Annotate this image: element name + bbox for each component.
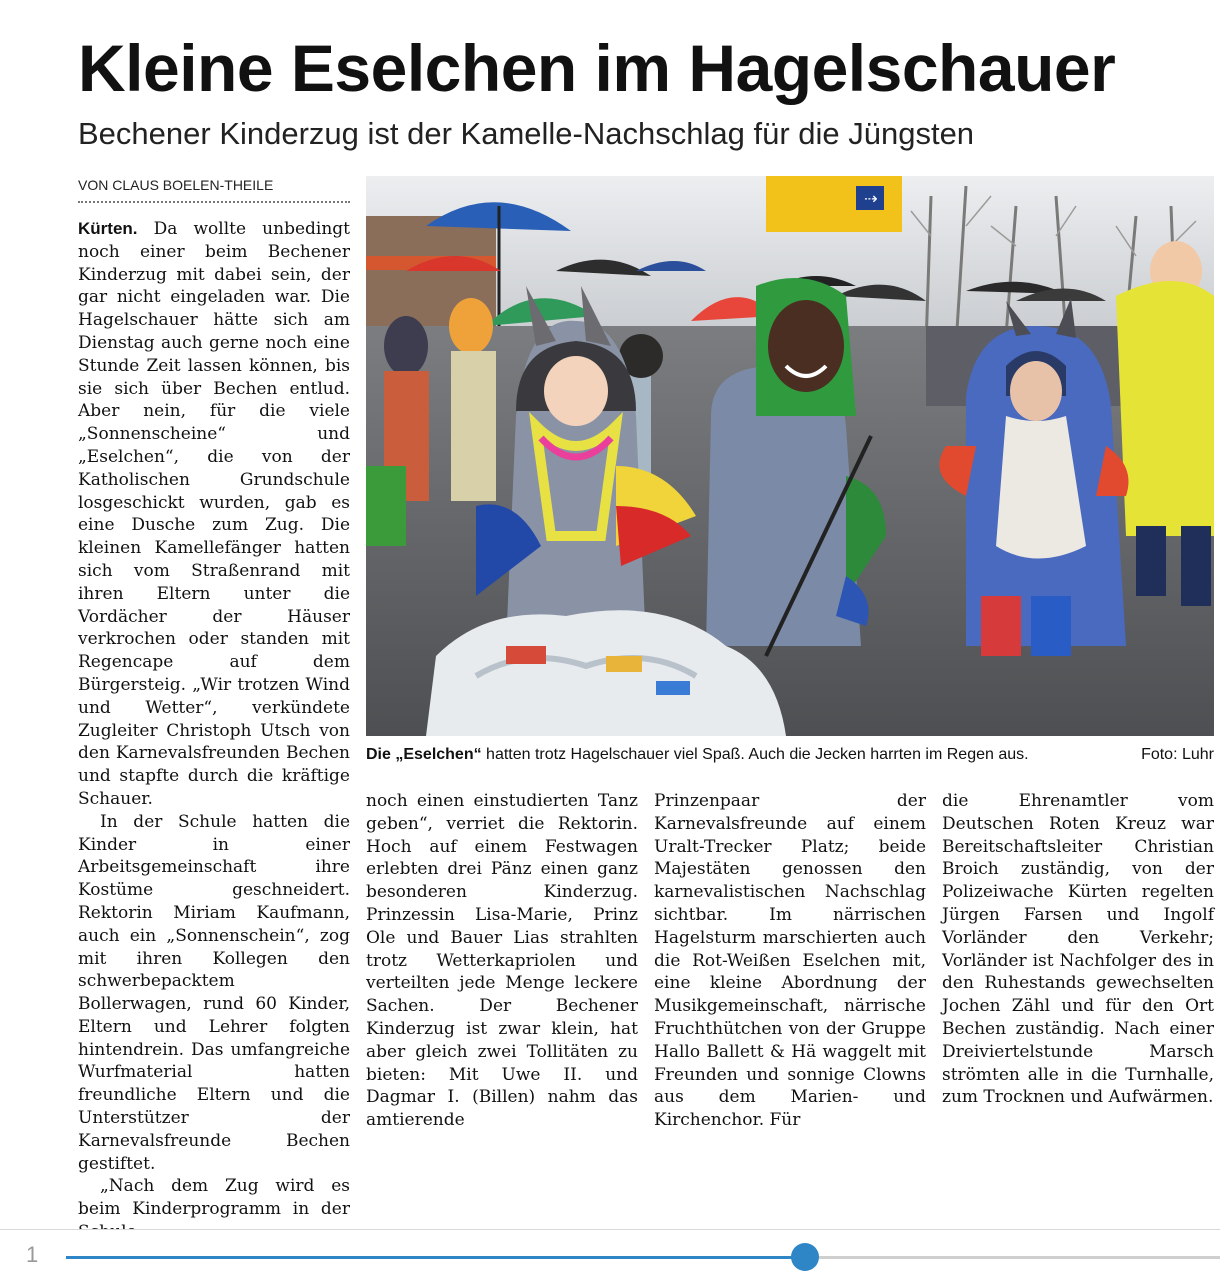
caption-bold: Die „Eselchen“: [366, 746, 482, 763]
headline: Kleine Eselchen im Hagelschauer: [78, 31, 1116, 105]
carnival-photo-illustration: [366, 176, 1214, 736]
paragraph: [78, 218, 350, 811]
photo-credit: Foto: Luhr: [1141, 746, 1214, 763]
paragraph: „Nach dem Zug wird es beim Kinderprogramm in der: [78, 1176, 350, 1220]
paragraph: In der Schule hatten die Kinder in einer Arbeitsgemeinschaft ihre Kostüme geschneidert. Rektorin Miriam Kaufmann, auch ein „Sonnenschein“, zog mit ihren Kollegen den schwerbepacktem Bollerwagen, rund 60 Kinder, Eltern und Lehrer folgten hintendrein. Das umfangreiche Wurfmaterial hatten freundliche Eltern und die Unterstützer der Karnevalsfreunde Bechen gestiftet.: [78, 811, 350, 1174]
page-slider-track[interactable]: [66, 1256, 1220, 1259]
page-navigation-bar: [0, 1229, 1220, 1281]
article-column-1: [78, 218, 350, 1244]
page-slider-handle[interactable]: [791, 1243, 819, 1271]
caption-body: hatten trotz Hagelschauer viel Spaß. Auch die Jecken harrten im Regen aus.: [481, 746, 1029, 763]
article-column-3: [654, 790, 926, 1132]
dateline: Kürten.: [78, 219, 138, 238]
article-photo: [366, 176, 1214, 736]
photo-caption: [366, 744, 1214, 766]
subheadline: Bechener Kinderzug ist der Kamelle-Nachschlag für die Jüngsten: [78, 116, 975, 151]
paragraph-text: Da wollte unbedingt noch einer beim Bechener Kinderzug mit dabei sein, der gar nicht eingeladen war. Die Hagelschauer hätte sich am Dienstag auch gerne noch eine Stunde Zeit lassen können, bis sie sich über Bechen entlud. Aber nein, für die viele „Sonnenscheine“ und „Eselchen“, die von der Katholischen Grundschule losgeschickt wurden, gab es eine Dusche zum Zug. Die kleinen Kamellefänger hatten sich vom Straßenrand mit ihren Eltern unter die Vordächer der Häuser verkrochen oder standen mit Regencape auf dem Bürgersteig. „Wir trotzen Wind und Wetter“, verkündete Zugleiter Christoph Utsch von den Karnevalsfreunden Bechen und stapfte durch die kräftige Schauer.: [78, 219, 350, 809]
byline: VON CLAUS BOELEN-THEILE: [78, 175, 350, 203]
paragraph: die Ehrenamtler vom Deutschen Roten Kreuz war Bereitschaftsleiter Christian Broich zuständig, von der Polizeiwache Kürten regelten Jürgen Farsen und Ingolf Vorländer den Verkehr; Vorländer ist Nachfolger des in den Ruhestands gewechselten Jochen Zähl und für den Ort Bechen zuständig. Nach einer Dreiviertelstunde Marsch strömten alle in die Turnhalle, zum Trocknen und Aufwärmen.: [942, 791, 1214, 1108]
article-column-4: [942, 790, 1214, 1109]
sign-arrow: ⇢: [864, 189, 878, 208]
page-slider-fill: [66, 1256, 805, 1259]
page-number: 1: [26, 1242, 39, 1267]
paragraph: noch einen einstudierten Tanz geben“, verriet die Rektorin. Hoch auf einem Festwagen erlebten drei Pänz einen ganz besonderen Kinderzug. Prinzessin Lisa-Marie, Prinz Ole und Bauer Lias strahlten trotz Wetterkapriolen und verteilten jede Menge leckere Sachen. Der Bechener Kinderzug ist zwar klein, hat aber gleich zwei Tollitäten zu bieten: Mit Uwe II. und Dagmar I. (Billen) nahm das amtierende: [366, 791, 638, 1131]
paragraph: Prinzenpaar der Karnevalsfreunde auf einem Uralt-Trecker Platz; beide Majestäten genossen den karnevalistischen Nachschlag sichtbar. Im närrischen Hagelsturm marschierten auch die Rot-Weißen Eselchen mit, eine kleine Abordnung der Musikgemeinschaft, närrische Fruchthütchen von der Gruppe Hallo Ballett & Hä waggelt mit Freunden und sonnige Clowns aus dem Marien- und Kirchenchor. Für: [654, 791, 926, 1131]
article-column-2: [366, 790, 638, 1132]
caption-text: [366, 744, 1029, 766]
